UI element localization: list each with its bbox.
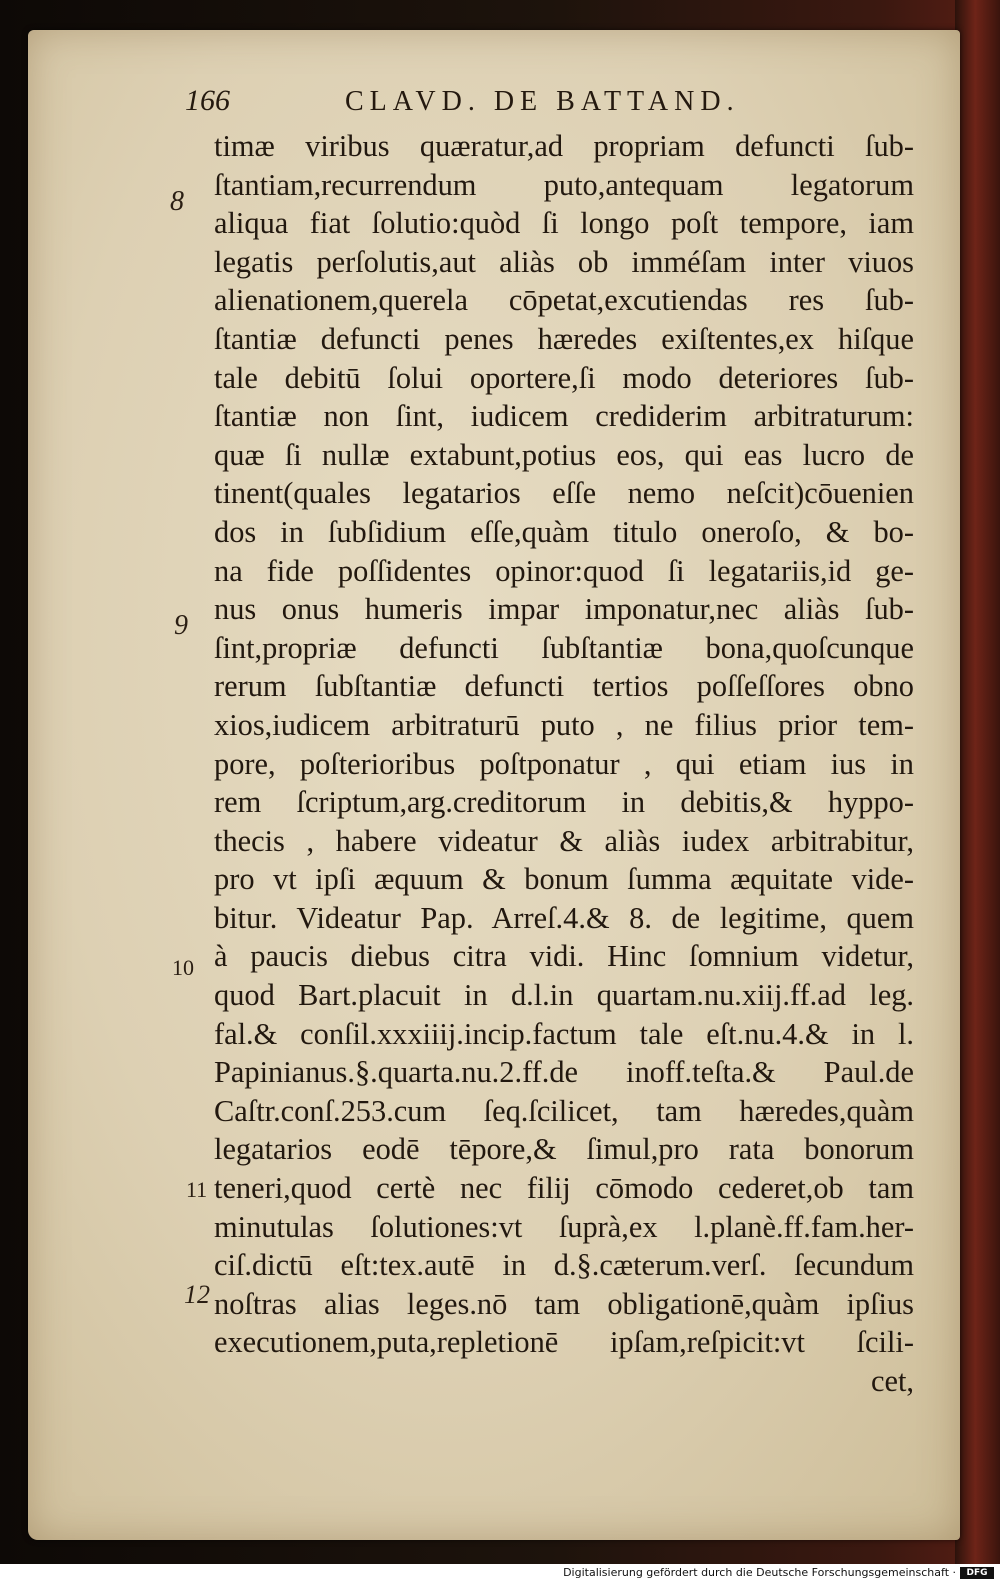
page-number: 166 [185, 84, 230, 117]
text-line: executionem,puta,repletionē ipſam,reſpicit:vt ſcili- [214, 1325, 914, 1360]
margin-number-11: 11 [186, 1177, 208, 1202]
text-line: fal.& conſil.xxxiiij.incip.factum tale eſt.nu.4.& in l. [214, 1016, 914, 1051]
text-line: na fide poſſidentes opinor:quod ſi legatariis,id ge- [214, 553, 914, 588]
running-head-title: CLAVD. DE BATTAND. [345, 86, 740, 117]
margin-number-10: 10 [172, 955, 194, 980]
text-line: Papinianus.§.quarta.nu.2.ff.de inoff.teſta.& Paul.de [214, 1055, 914, 1090]
text-line: tale debitū ſolui oportere,ſi modo deteriores ſub- [214, 360, 914, 395]
text-line: ſtantiam,recurrendum puto,antequam legatorum [214, 167, 914, 202]
text-line: quæ ſi nullæ extabunt,potius eos, qui eas lucro de [214, 437, 914, 472]
text-line: Caſtr.conſ.253.cum ſeq.ſcilicet, tam hæredes,quàm [214, 1093, 914, 1128]
text-line: minutulas ſolutiones:vt ſuprà,ex l.planè.ff.fam.her- [214, 1209, 914, 1244]
text-line: nus onus humeris impar imponatur,nec aliàs ſub- [214, 592, 914, 627]
funding-credit: Digitalisierung gefördert durch die Deutsche Forschungsgemeinschaft · [563, 1566, 956, 1579]
margin-number-12: 12 [184, 1280, 210, 1309]
text-line: xios,iudicem arbitraturū puto , ne filius prior tem- [214, 707, 914, 742]
book-edge [955, 0, 1000, 1564]
margin-number-8: 8 [170, 186, 184, 217]
text-line: legatis perſolutis,aut aliàs ob imméſam inter viuos [214, 244, 914, 279]
text-line: pro vt ipſi æquum & bonum ſumma æquitate vide- [214, 862, 914, 897]
text-line: quod Bart.placuit in d.l.in quartam.nu.xiij.ff.ad leg. [214, 978, 914, 1013]
text-line: legatarios eodē tēpore,& ſimul,pro rata bonorum [214, 1132, 914, 1167]
text-line: rerum ſubſtantiæ defuncti tertios poſſeſſores obno [214, 669, 914, 704]
text-line: thecis , habere videatur & aliàs iudex arbitrabitur, [214, 823, 914, 858]
body-text [214, 127, 914, 1401]
text-line: ciſ.dictū eſt:tex.autē in d.§.cæterum.verſ. ſecundum [214, 1248, 914, 1283]
text-line: dos in ſubſidium eſſe,quàm titulo oneroſo, & bo- [214, 514, 914, 549]
footer-bar [0, 1564, 1000, 1582]
dfg-logo: DFG [960, 1567, 994, 1579]
margin-number-9: 9 [174, 610, 188, 641]
text-line: pore, poſterioribus poſtponatur , qui etiam ius in [214, 746, 914, 781]
text-line: noſtras alias leges.nō tam obligationē,quàm ipſius [214, 1286, 914, 1321]
text-line: cet, [870, 1364, 914, 1398]
text-line: alienationem,querela cōpetat,excutiendas res ſub- [214, 283, 914, 318]
text-line: teneri,quod certè nec filij cōmodo cederet,ob tam [214, 1171, 914, 1206]
text-line: ſint,propriæ defuncti ſubſtantiæ bona,quoſcunque [214, 630, 914, 665]
text-line: tinent(quales legatarios eſſe nemo neſcit)cōuenien [214, 476, 914, 511]
text-line: ſtantiæ non ſint, iudicem crediderim arbitraturum: [214, 399, 914, 434]
text-line: bitur. Videatur Pap. Arreſ.4.& 8. de legitime, quem [214, 900, 914, 935]
text-line: aliqua fiat ſolutio:quòd ſi longo poſt tempore, iam [214, 206, 914, 241]
text-line: à paucis diebus citra vidi. Hinc ſomnium videtur, [214, 939, 914, 974]
text-line: ſtantiæ defuncti penes hæredes exiſtentes,ex hiſque [214, 321, 914, 356]
text-line: timæ viribus quæratur,ad propriam defuncti ſub- [214, 129, 914, 163]
running-head [185, 78, 765, 128]
text-line: rem ſcriptum,arg.creditorum in debitis,& hyppo- [214, 785, 914, 820]
